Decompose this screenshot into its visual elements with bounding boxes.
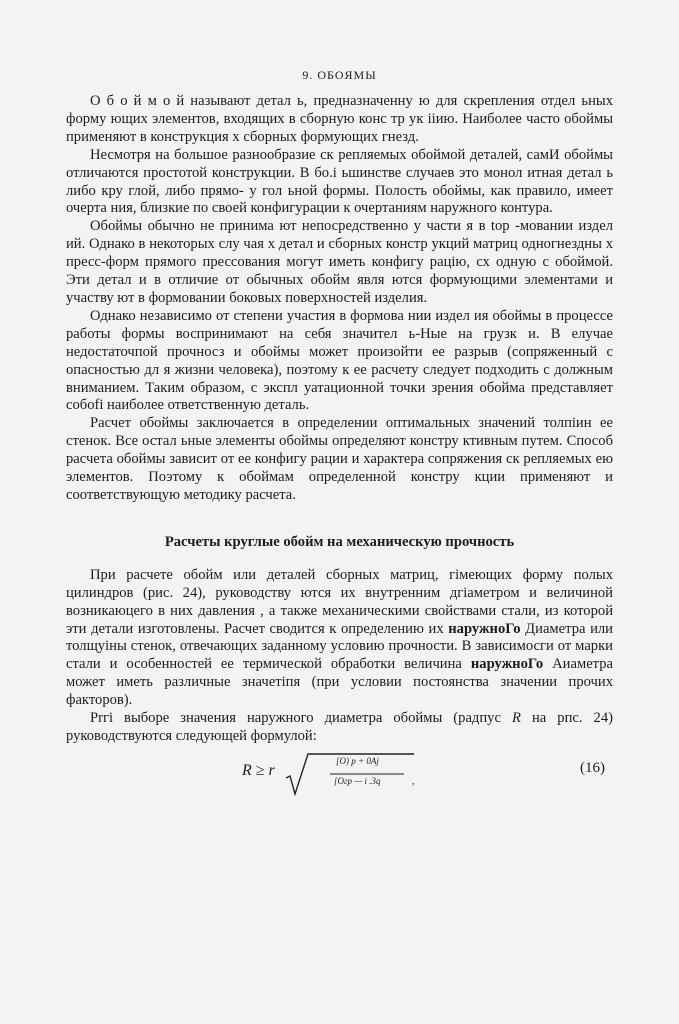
paragraph: Несмотря на большое разнообразие ск репляемых обоймой деталей, самИ обоймы отличаются простотой конструкции. В бо.і ьшинстве случаев это монол итная детал ь либо кру глой, либо прямо- у гол ьной формы. Полость обоймы, как правило, имеет очерта ния, близкие по своей конфигурации к очертаниям наружного контура.	[66, 146, 613, 217]
paragraph	[66, 567, 613, 710]
section-intro	[66, 93, 613, 505]
paragraph: О б о й м о й называют детал ь, предназначенну ю для скрепления отдел ьных форму ющих элементов, входящих в сборную конс тр ук ііию. Наиболее часто обоймы применяют в конструкция х сборных формующих гнезд.	[66, 93, 613, 145]
bold-term: наружноГо	[470, 656, 544, 673]
paragraph: Однако независимо от степени участия в формова нии издел ия обоймы в процессе работы формы воспринимают на себя значител ь-Ные на грузк и. В елучае недостаточпой прочносз и обоймы может произойти ее разрыв (сопряженный с опасностью дл я жизни человека), поэтому к ее расчету следует подходить с должным вниманием. Таким образом, с экспл уатационной точки зрения обойма представляет собоfi наиболее ответственную деталь.	[66, 307, 613, 414]
text-run: Prгі выборе значения наружного диаметра обоймы (радпус	[90, 710, 512, 727]
section-strength	[66, 567, 613, 746]
text-run: При расчете обойм или деталей сборных матриц, гімеющих форму полых цилиндров (рис. 24), руководству ются их внутренним дгіаметром и величиной возникаюцего в них давления , а также механическими свойствами стали, из которой эти детали изготовлены. Расчет сводится к определению их	[66, 566, 613, 637]
text-run: на рпс. 24) руководствуются следующей формулой:	[66, 710, 613, 744]
formula-numerator: [O) p + 0Aj	[336, 755, 379, 766]
formula-comma: ,	[412, 775, 415, 787]
running-title: 9. OБOЯМЫ	[302, 68, 377, 82]
formula-16	[242, 752, 422, 798]
formula-row	[66, 752, 613, 798]
equation-number: (16)	[580, 759, 605, 776]
bold-term: наружноГо	[448, 620, 521, 637]
formula-denominator: [Oгр — i .3q	[334, 775, 381, 786]
text-run: Аиаметра может иметь различные значетіпя (при условии постоянства значении прочих факторов).	[66, 656, 613, 709]
paragraph: Расчет обоймы заключается в определении оптимальных значений толпіин ее стенок. Все остал ьные элементы обоймы определяют констру ктивным путем. Способ расчета обоймы зависит от ее конфигу рации и характера сопряжения ск репляемых ею элементов. Поэтому к обоймам определенной констру кции применяют и соответствующую методику расчета.	[66, 415, 613, 503]
paragraph	[66, 710, 613, 746]
paragraph: Обоймы обычно не принима ют непосредственно у части я в tор -мовании издел ий. Однако в некоторых слу чая х детал и сборных констр укций матриц одногнездны х пресс-форм прямого прессования могут иметь конфигу рацію, сх одную с обоймой. Эти детал и в отличие от обычных обойм явля ются формующими элементами и участву ют в формовании боковых поверхностей изделия.	[66, 218, 613, 306]
book-page	[66, 68, 613, 798]
italic-symbol: R	[511, 710, 521, 727]
section-heading: Расчеты круглые обойм на механическую прочность	[164, 533, 515, 550]
text-run: Диаметра или толщуіны стенок, отвечающих заданному условию прочности. В зависимосги от марки стали и особенностей ее термической обработки величина	[66, 620, 613, 673]
formula-lhs: R ≥ r	[242, 761, 275, 779]
